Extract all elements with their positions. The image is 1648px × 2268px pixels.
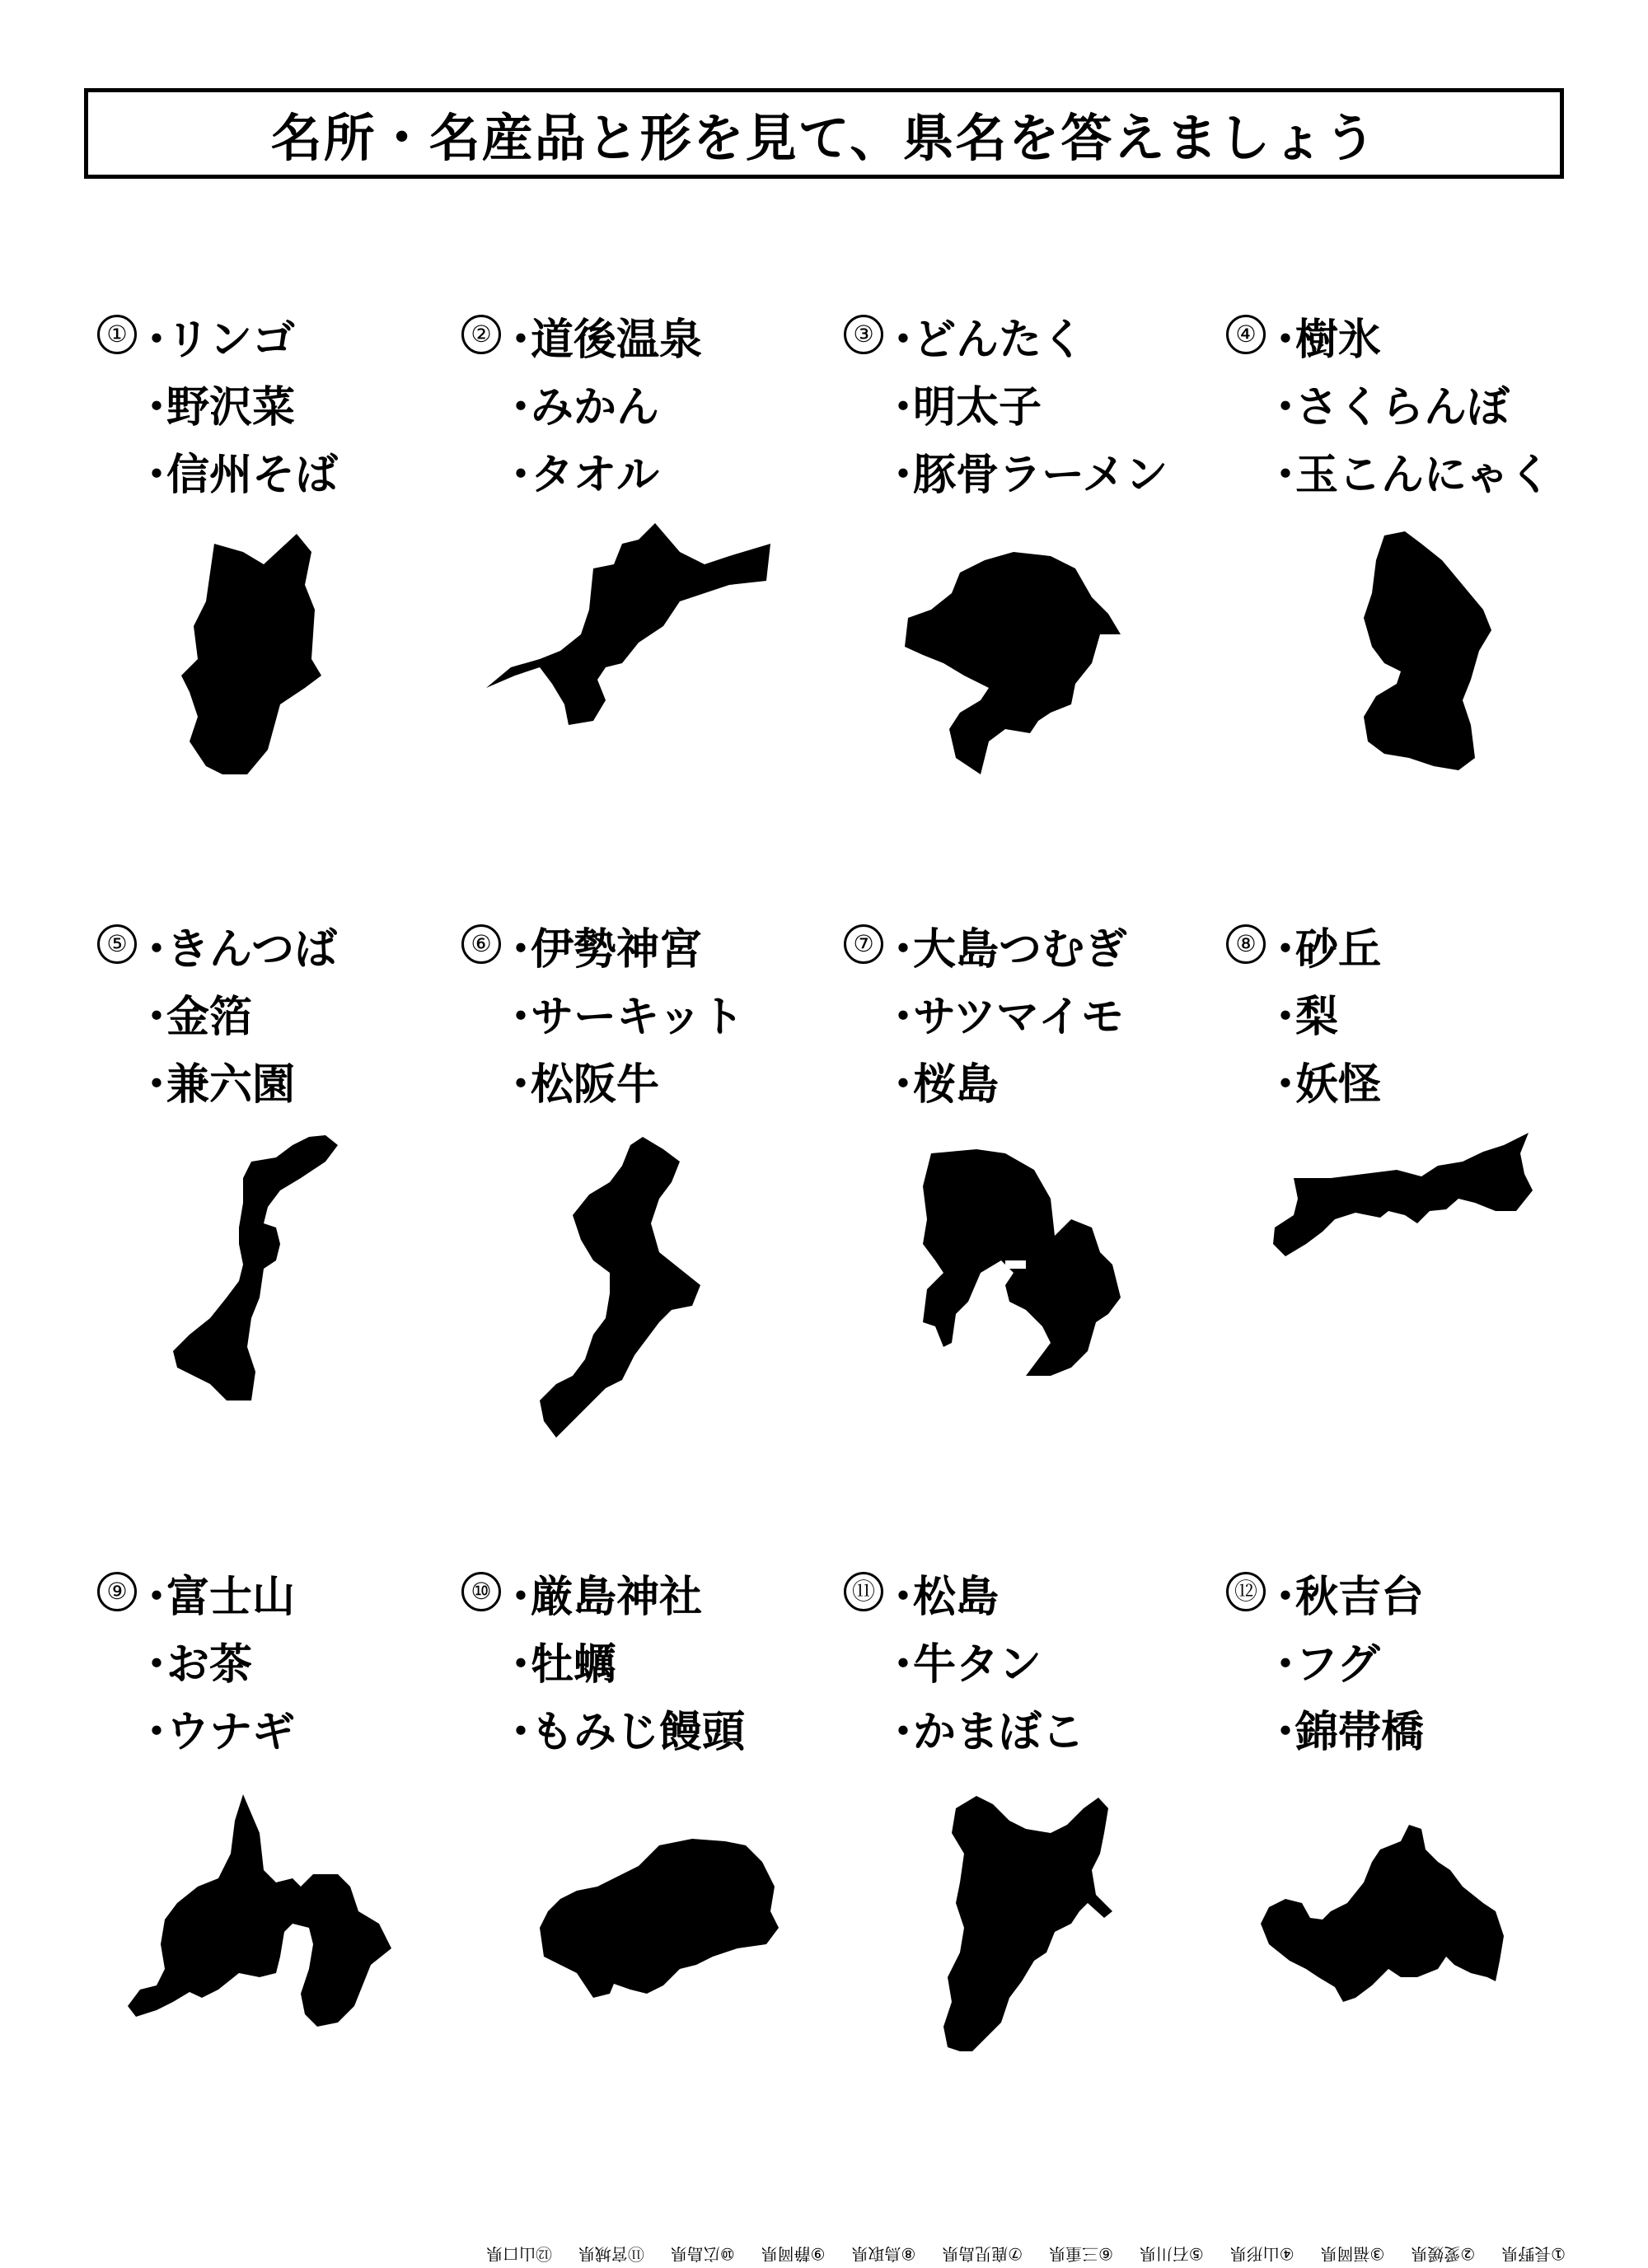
answer: ⑫山口県 bbox=[486, 2244, 552, 2265]
hint-list bbox=[1287, 916, 1381, 1119]
hint-list bbox=[522, 1564, 745, 1766]
hint: ・ 富士山 bbox=[158, 1564, 295, 1631]
item-number: ⑫ bbox=[1226, 1572, 1266, 1611]
hint: ・ 砂丘 bbox=[1287, 916, 1381, 984]
item-number: ④ bbox=[1226, 315, 1266, 354]
prefecture-silhouette-3 bbox=[898, 544, 1129, 783]
hint-list bbox=[158, 916, 337, 1119]
hint-list bbox=[905, 916, 1127, 1119]
item-number: ⑤ bbox=[97, 924, 137, 964]
hint-list bbox=[522, 916, 744, 1119]
hint: ・ 梨 bbox=[1287, 984, 1381, 1051]
page-title: 名所・名産品と形を見て、県名を答えましょう bbox=[270, 107, 1378, 168]
hint: ・ 錦帯橋 bbox=[1287, 1699, 1424, 1766]
item-number: ⑩ bbox=[461, 1572, 501, 1611]
answer-key bbox=[486, 2245, 1566, 2266]
title-box bbox=[84, 88, 1564, 179]
hint: ・ サーキット bbox=[522, 984, 744, 1051]
hint: ・ もみじ饅頭 bbox=[522, 1699, 745, 1766]
answer: ⑤石川県 bbox=[1139, 2244, 1204, 2265]
answer: ⑦鹿児島県 bbox=[942, 2244, 1023, 2265]
hint: ・ 桜島 bbox=[905, 1051, 1127, 1119]
item-number: ① bbox=[97, 315, 137, 354]
hint: ・ 松島 bbox=[905, 1564, 1084, 1631]
item-number: ⑪ bbox=[844, 1572, 883, 1611]
prefecture-silhouette-8 bbox=[1265, 1120, 1545, 1269]
hint: ・ 牛タン bbox=[905, 1631, 1084, 1699]
prefecture-silhouette-4 bbox=[1327, 519, 1500, 783]
hint-list bbox=[1287, 1564, 1424, 1766]
hint: ・ 秋吉台 bbox=[1287, 1564, 1424, 1631]
answer: ③福岡県 bbox=[1320, 2244, 1385, 2265]
answer: ⑧鳥取県 bbox=[851, 2244, 916, 2265]
hint: ・ 金箔 bbox=[158, 984, 337, 1051]
hint: ・ 大島つむぎ bbox=[905, 916, 1127, 984]
hint: ・ 道後温泉 bbox=[522, 306, 702, 374]
prefecture-silhouette-2 bbox=[482, 519, 779, 766]
prefecture-silhouette-1 bbox=[165, 527, 330, 791]
hint-list bbox=[158, 306, 338, 509]
hint: ・ ウナギ bbox=[158, 1699, 295, 1766]
answer: ②愛媛県 bbox=[1411, 2244, 1476, 2265]
hint: ・ 牡蠣 bbox=[522, 1631, 745, 1699]
answer: ④山形県 bbox=[1229, 2244, 1295, 2265]
hint: ・ お茶 bbox=[158, 1631, 295, 1699]
item-number: ⑧ bbox=[1226, 924, 1266, 964]
hint-list bbox=[522, 306, 702, 509]
hint: ・ 厳島神社 bbox=[522, 1564, 745, 1631]
hint: ・ 妖怪 bbox=[1287, 1051, 1381, 1119]
item-number: ③ bbox=[844, 315, 883, 354]
hint-list bbox=[905, 306, 1168, 509]
item-number: ⑦ bbox=[844, 924, 883, 964]
hint: ・ 明太子 bbox=[905, 374, 1168, 442]
hint: ・ リンゴ bbox=[158, 306, 338, 374]
item-number: ⑥ bbox=[461, 924, 501, 964]
hint-list bbox=[905, 1564, 1084, 1766]
prefecture-silhouette-6 bbox=[527, 1133, 725, 1446]
answer: ①長野県 bbox=[1501, 2244, 1566, 2265]
hint: ・ 玉こんにゃく bbox=[1287, 442, 1552, 509]
answer: ⑥三重県 bbox=[1049, 2244, 1113, 2265]
prefecture-silhouette-5 bbox=[161, 1129, 358, 1417]
hint: ・ どんたく bbox=[905, 306, 1168, 374]
hint: ・ タオル bbox=[522, 442, 702, 509]
prefecture-silhouette-11 bbox=[911, 1788, 1125, 2068]
hint: ・ サツマイモ bbox=[905, 984, 1127, 1051]
hint: ・ 豚骨ラーメン bbox=[905, 442, 1168, 509]
hint: ・ 樹氷 bbox=[1287, 306, 1552, 374]
hint: ・ 兼六園 bbox=[158, 1051, 337, 1119]
answer: ⑩広島県 bbox=[670, 2244, 735, 2265]
answer: ⑪宮城県 bbox=[578, 2244, 644, 2265]
hint: ・ 伊勢神宮 bbox=[522, 916, 744, 984]
prefecture-silhouette-9 bbox=[115, 1788, 412, 2035]
hint: ・ 信州そば bbox=[158, 442, 338, 509]
hint: ・ 松阪牛 bbox=[522, 1051, 744, 1119]
hint: ・ さくらんぼ bbox=[1287, 374, 1552, 442]
hint: ・ フグ bbox=[1287, 1631, 1424, 1699]
hint: ・ みかん bbox=[522, 374, 702, 442]
hint-list bbox=[1287, 306, 1552, 509]
hint-list bbox=[158, 1564, 295, 1766]
answer: ⑨静岡県 bbox=[761, 2244, 826, 2265]
prefecture-silhouette-10 bbox=[527, 1821, 808, 2010]
item-number: ② bbox=[461, 315, 501, 354]
prefecture-silhouette-7 bbox=[911, 1137, 1133, 1392]
prefecture-silhouette-12 bbox=[1248, 1812, 1512, 2035]
hint: ・ 野沢菜 bbox=[158, 374, 338, 442]
hint: ・ かまぼこ bbox=[905, 1699, 1084, 1766]
hint: ・ きんつば bbox=[158, 916, 337, 984]
item-number: ⑨ bbox=[97, 1572, 137, 1611]
